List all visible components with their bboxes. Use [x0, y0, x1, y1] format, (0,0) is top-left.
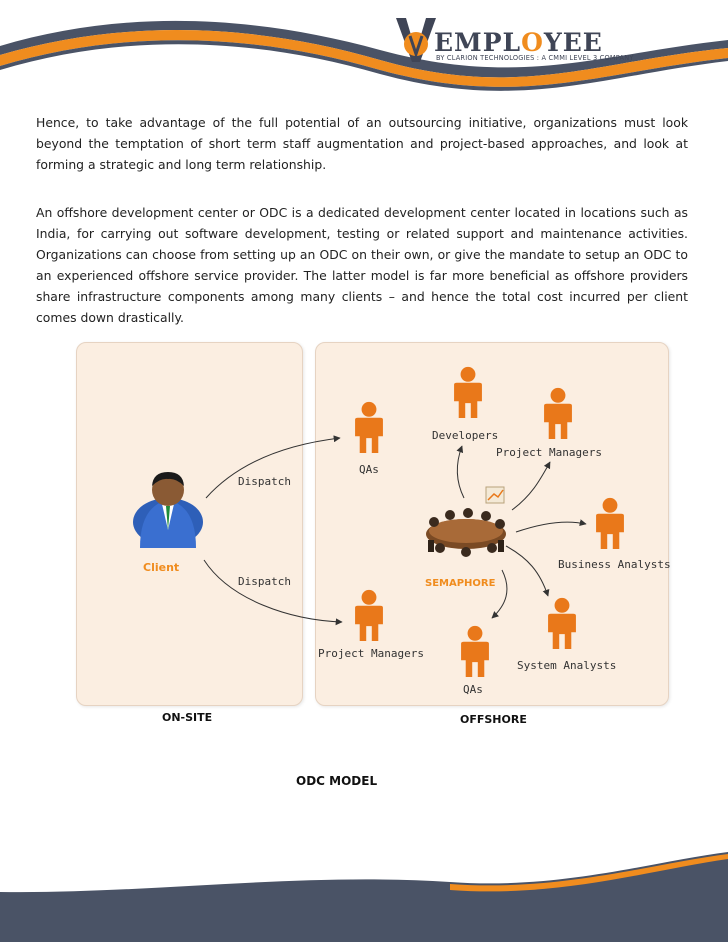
brand-name: EMPLOYEE — [434, 28, 603, 57]
offshore-title: OFFSHORE — [460, 713, 527, 726]
paragraph-2: An offshore development center or ODC is a dedicated development center located in locations such as India, for carrying out software development, testing or related support and maintenance activities. Organizations can choose from setting up an ODC on their own, or give the mandate to setup an ODC to an experienced offshore service provider. The latter model is far more beneficial as offshore providers share infrastructure components among many clients – and hence the total cost incurred per client comes down drastically. — [36, 205, 688, 325]
dispatch-label-bottom: Dispatch — [238, 575, 291, 588]
v-logo-icon — [394, 14, 438, 66]
onsite-title: ON-SITE — [162, 711, 213, 724]
dispatch-label-top: Dispatch — [238, 475, 291, 488]
paragraph-1: Hence, to take advantage of the full potential of an outsourcing initiative, organizations must look beyond the temptation of short term staff augmentation and project-based approaches, and look at forming a strategic and long term relationship. — [36, 115, 688, 172]
role-label-qas-top: QAs — [359, 463, 379, 476]
figure-caption: ODC MODEL — [296, 774, 378, 788]
client-label: Client — [143, 561, 180, 574]
role-label-qas-bottom: QAs — [463, 683, 483, 696]
brand-logo — [394, 14, 694, 74]
brand-tagline: BY CLARION TECHNOLOGIES : A CMMI LEVEL 3 COMPANY — [436, 54, 634, 62]
onsite-panel — [76, 342, 303, 706]
role-label-developers: Developers — [432, 429, 499, 442]
role-label-business-analysts: Business Analysts — [558, 558, 671, 571]
role-label-system-analysts: System Analysts — [517, 659, 617, 672]
footer-wave — [0, 832, 728, 942]
role-label-project-managers-left: Project Managers — [318, 647, 424, 660]
role-label-project-managers-right: Project Managers — [496, 446, 602, 459]
semaphore-label: SEMAPHORE — [425, 578, 496, 589]
